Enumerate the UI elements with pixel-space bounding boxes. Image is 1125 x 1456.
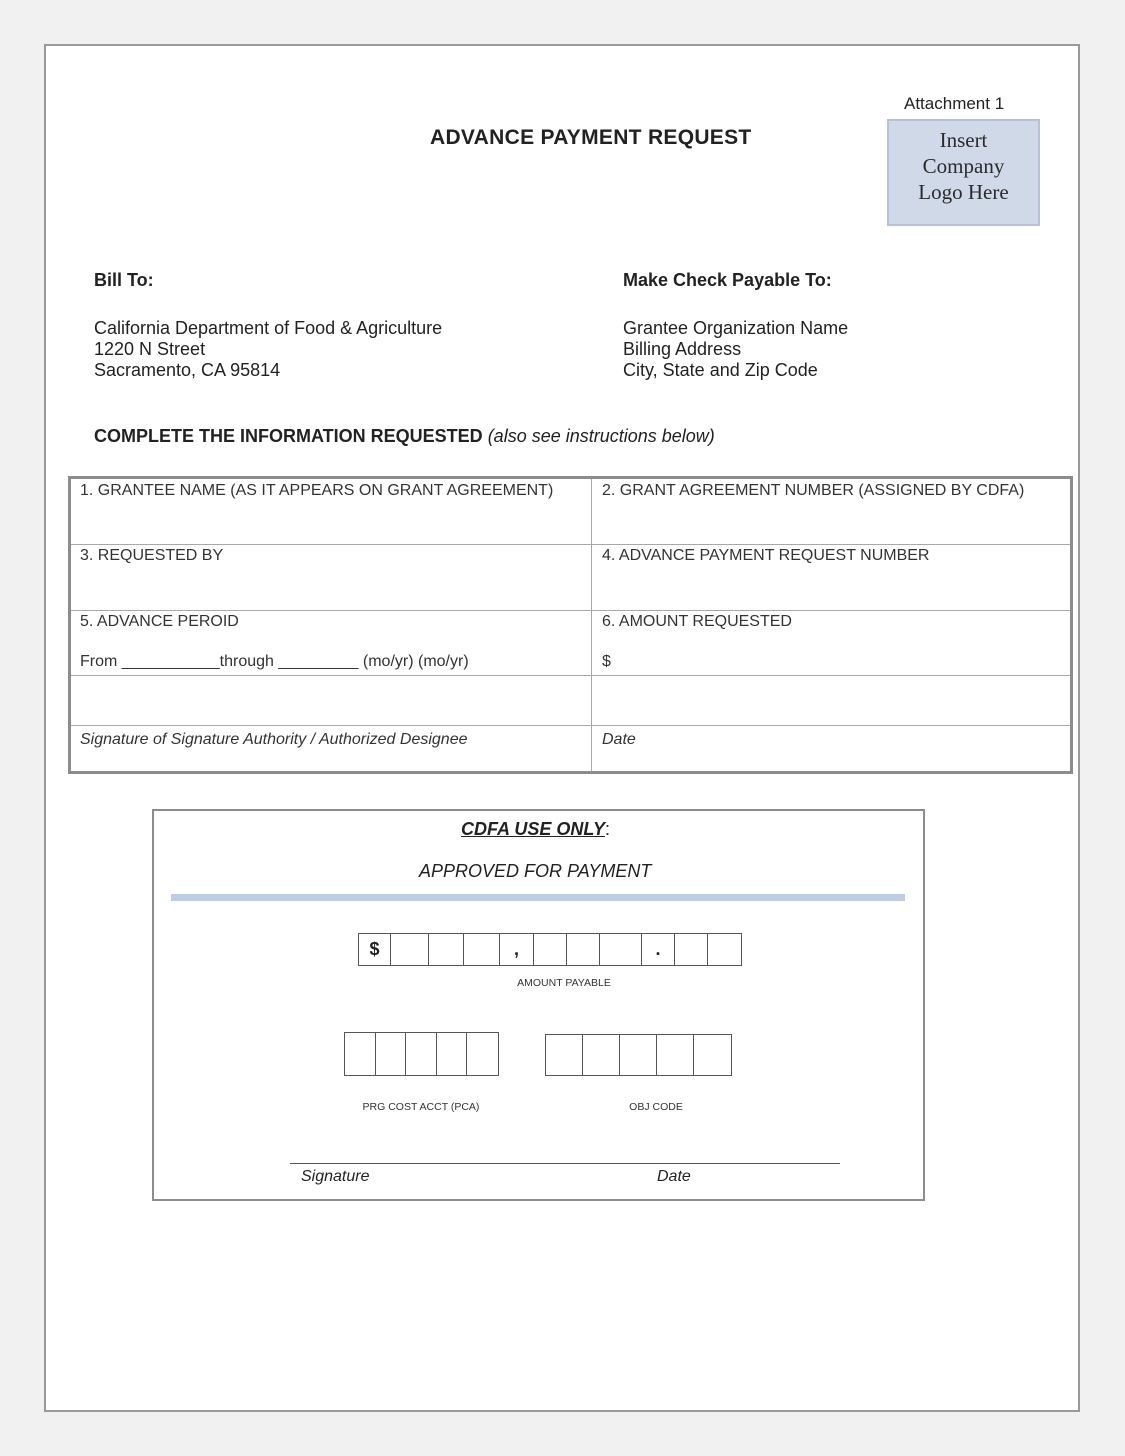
pca-box[interactable] — [406, 1033, 437, 1075]
amount-requested-field[interactable]: 6. AMOUNT REQUESTED — [602, 613, 792, 630]
instructions-italic: (also see instructions below) — [487, 426, 715, 446]
pca-label: PRG COST ACCT (PCA) — [362, 1101, 480, 1113]
amount-box[interactable] — [567, 934, 600, 965]
instructions-heading — [94, 426, 715, 447]
obj-code-box[interactable] — [583, 1035, 620, 1075]
pca-box[interactable] — [345, 1033, 376, 1075]
amount-box[interactable] — [708, 934, 741, 965]
payable-to-line-2: Billing Address — [623, 339, 742, 359]
form-page — [44, 44, 1080, 1412]
obj-code-boxes[interactable] — [545, 1034, 732, 1076]
table-divider-vertical — [591, 479, 592, 771]
amount-box[interactable] — [429, 934, 464, 965]
payable-to-address — [623, 318, 848, 381]
bill-to-address — [94, 318, 442, 381]
obj-code-box[interactable] — [546, 1035, 583, 1075]
requested-by-field[interactable]: 3. REQUESTED BY — [80, 547, 224, 564]
payable-to-line-1: Grantee Organization Name — [623, 318, 849, 338]
obj-code-box[interactable] — [694, 1035, 731, 1075]
pca-box[interactable] — [437, 1033, 467, 1075]
cdfa-title: CDFA USE ONLY — [461, 819, 606, 839]
amount-box[interactable] — [391, 934, 429, 965]
table-row-divider-4 — [71, 725, 1070, 726]
amount-payable-label: AMOUNT PAYABLE — [517, 977, 611, 989]
logo-placeholder — [887, 119, 1040, 226]
table-row-divider-3 — [71, 675, 1070, 676]
logo-line-2: Company — [922, 154, 1005, 178]
request-form-table — [68, 476, 1073, 774]
grant-agreement-number-field[interactable]: 2. GRANT AGREEMENT NUMBER (ASSIGNED BY CDFA) — [602, 482, 1025, 499]
blue-divider-bar — [171, 894, 905, 901]
page-title: ADVANCE PAYMENT REQUEST — [430, 126, 752, 149]
amount-box-decimal: . — [642, 934, 675, 965]
advance-period-field[interactable]: 5. ADVANCE PEROID — [80, 613, 239, 630]
obj-code-box[interactable] — [620, 1035, 657, 1075]
amount-box[interactable] — [600, 934, 642, 965]
amount-box[interactable] — [534, 934, 567, 965]
signature-authority-label: Signature of Signature Authority / Authorized Designee — [80, 731, 468, 748]
cdfa-signature-label: Signature — [301, 1168, 370, 1185]
amount-box-dollar: $ — [359, 934, 391, 965]
advance-period-range[interactable]: From ___________through _________ (mo/yr) (mo/yr) — [80, 653, 469, 670]
amount-payable-boxes[interactable] — [358, 933, 742, 966]
amount-box[interactable] — [675, 934, 708, 965]
bill-to-line-1: California Department of Food & Agriculture — [94, 318, 443, 338]
bill-to-line-3: Sacramento, CA 95814 — [94, 360, 281, 380]
approved-for-payment: APPROVED FOR PAYMENT — [419, 861, 652, 881]
payable-to-label: Make Check Payable To: — [623, 270, 832, 290]
cdfa-use-only-box — [152, 809, 925, 1201]
logo-line-3: Logo Here — [918, 180, 1009, 204]
cdfa-title-colon: : — [605, 819, 611, 839]
cdfa-signature-line[interactable] — [290, 1163, 840, 1164]
pca-box[interactable] — [376, 1033, 406, 1075]
payable-to-line-3: City, State and Zip Code — [623, 360, 818, 380]
amount-requested-dollar[interactable]: $ — [602, 653, 611, 670]
cdfa-date-label: Date — [657, 1168, 691, 1185]
grantee-name-field[interactable]: 1. GRANTEE NAME (AS IT APPEARS ON GRANT AGREEMENT) — [80, 482, 554, 499]
cdfa-heading — [461, 819, 610, 840]
table-row-divider-1 — [71, 544, 1070, 545]
pca-box[interactable] — [467, 1033, 498, 1075]
amount-box[interactable] — [464, 934, 500, 965]
obj-code-label: OBJ CODE — [629, 1101, 683, 1113]
obj-code-box[interactable] — [657, 1035, 694, 1075]
pca-boxes[interactable] — [344, 1032, 499, 1076]
table-row-divider-2 — [71, 610, 1070, 611]
instructions-bold: COMPLETE THE INFORMATION REQUESTED — [94, 426, 483, 446]
signature-date-label: Date — [602, 731, 636, 748]
logo-line-1: Insert — [939, 128, 988, 152]
attachment-label: Attachment 1 — [904, 94, 1005, 113]
bill-to-label: Bill To: — [94, 270, 154, 290]
bill-to-line-2: 1220 N Street — [94, 339, 206, 359]
amount-box-comma: , — [500, 934, 534, 965]
request-number-field[interactable]: 4. ADVANCE PAYMENT REQUEST NUMBER — [602, 547, 930, 564]
